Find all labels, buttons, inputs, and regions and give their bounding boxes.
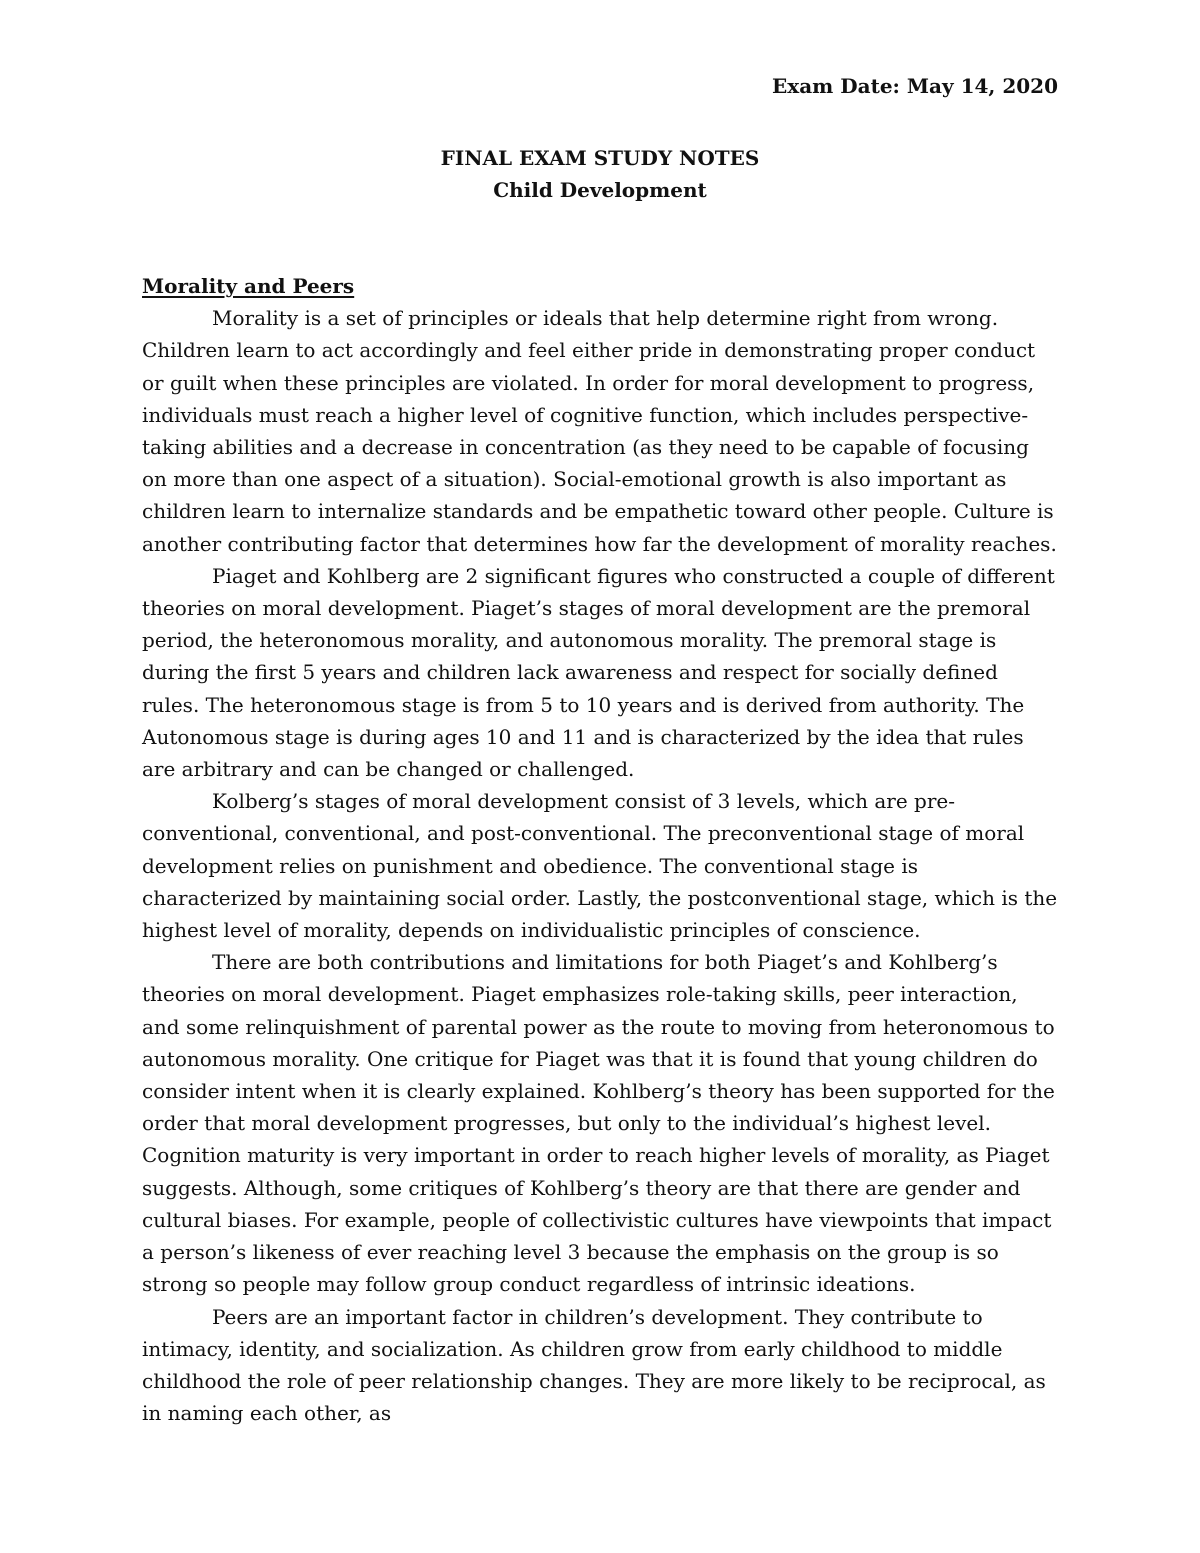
paragraph-peers: Peers are an important factor in children’s development. They contribute to intimacy, identity, and socialization. As children grow from early childhood to middle childhood the role of peer relationship changes. They are more likely to be reciprocal, as in naming each other, as [142,1304,1046,1426]
document-title: FINAL EXAM STUDY NOTES [440,146,760,170]
paragraph-kolberg-stages: Kolberg’s stages of moral development consist of 3 levels, which are pre-conventional, conventional, and post-conventional. The preconventional stage of moral development relies on punishment and obedience. The conventional stage is characterized by maintaining social order. Lastly, the postconventional stage, which is the highest level of morality, depends on individualistic principles of conscience. [142,789,1058,943]
paragraph-piaget-kohlberg: Piaget and Kohlberg are 2 significant figures who constructed a couple of different theories on moral development. Piaget’s stages of moral development are the premoral period, the heteronomous morality, and autonomous morality. The premoral stage is during the first 5 years and children lack awareness and respect for socially defined rules. The heteronomous stage is from 5 to 10 years and is derived from authority. The Autonomous stage is during ages 10 and 11 and is characterized by the idea that rules are arbitrary and can be changed or challenged. [142,563,1055,782]
section-heading: Morality and Peers [142,274,355,298]
document-subtitle: Child Development [493,178,707,202]
section-body [142,270,1060,1429]
title-block [0,142,1200,206]
paragraph-morality-definition: Morality is a set of principles or ideals that help determine right from wrong. Children learn to act accordingly and feel either pride in demonstrating proper conduct or guilt when these principles are violated. In order for moral development to progress, individuals must reach a higher level of cognitive function, which includes perspective-taking abilities and a decrease in concentration (as they need to be capable of focusing on more than one aspect of a situation). Social-emotional growth is also important as children learn to internalize standards and be empathetic toward other people. Culture is another contributing factor that determines how far the development of morality reaches. [142,306,1057,556]
exam-date: Exam Date: May 14, 2020 [772,74,1058,98]
paragraph-contributions-limitations: There are both contributions and limitations for both Piaget’s and Kohlberg’s theories on moral development. Piaget emphasizes role-taking skills, peer interaction, and some relinquishment of parental power as the route to moving from heteronomous to autonomous morality. One critique for Piaget was that it is found that young children do consider intent when it is clearly explained. Kohlberg’s theory has been supported for the order that moral development progresses, but only to the individual’s highest level. Cognition maturity is very important in order to reach higher levels of morality, as Piaget suggests. Although, some critiques of Kohlberg’s theory are that there are gender and cultural biases. For example, people of collectivistic cultures have viewpoints that impact a person’s likeness of ever reaching level 3 because the emphasis on the group is so strong so people may follow group conduct regardless of intrinsic ideations. [142,950,1055,1297]
